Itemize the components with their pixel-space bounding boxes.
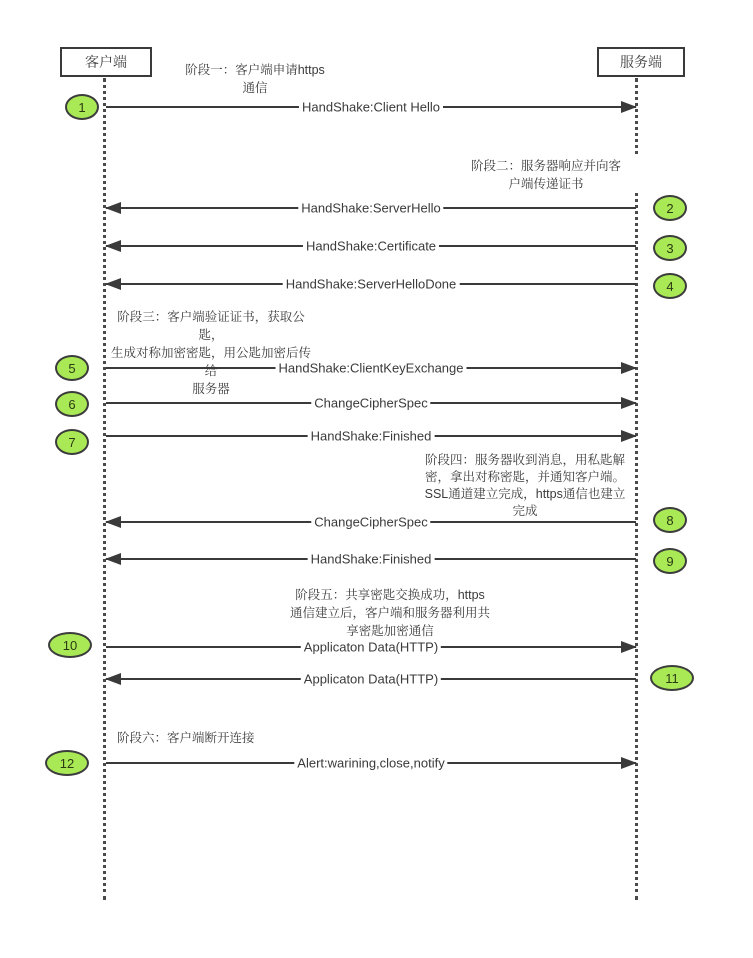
step-badge-4: 4 [653,273,687,299]
message-arrow-9 [106,548,636,570]
step-badge-10: 10 [48,632,92,658]
message-arrow-6 [106,392,636,414]
message-arrow-4 [106,273,636,295]
phase-6-line-1: 阶段六：客户端断开连接 [117,731,255,745]
arrowhead-right-icon [621,641,637,653]
message-label: HandShake:ServerHelloDone [283,277,460,292]
arrowhead-right-icon [621,101,637,113]
phase-2-line-1: 阶段二：服务器响应并向客 [470,159,621,173]
phase-2-annotation [451,157,641,193]
message-label: HandShake:Finished [308,429,435,444]
message-arrow-10 [106,636,636,658]
arrowhead-right-icon [621,430,637,442]
phase-2-line-2: 户端传递证书 [508,177,584,191]
message-arrow-5 [106,357,636,379]
phase-5-annotation [276,586,504,640]
message-arrow-3 [106,235,636,257]
step-badge-8: 8 [653,507,687,533]
phase-5-line-3: 享密匙加密通信 [346,624,434,638]
arrowhead-left-icon [105,278,121,290]
step-badge-6: 6 [55,391,89,417]
arrowhead-left-icon [105,202,121,214]
step-badge-7: 7 [55,429,89,455]
phase-4-line-2: 密，拿出对称密匙，并通知客户端。 [424,470,625,484]
step-badge-11: 11 [650,665,694,691]
message-label: HandShake:Finished [308,552,435,567]
message-label: Applicaton Data(HTTP) [301,672,441,687]
step-badge-12: 12 [45,750,89,776]
message-label: Alert:warining,close,notify [294,756,447,771]
step-badge-5: 5 [55,355,89,381]
arrowhead-left-icon [105,516,121,528]
arrowhead-left-icon [105,673,121,685]
phase-1-line-1: 阶段一：客户端申请https [185,63,325,77]
phase-6-annotation [117,729,337,747]
message-arrow-1 [106,96,636,118]
message-label: HandShake:Certificate [303,239,439,254]
phase-3-line-2: 生成对称加密密匙，用公匙加密后传给 [110,346,311,378]
actor-box-client [60,47,152,77]
phase-4-line-3: SSL通道建立完成，https通信也建立 [424,487,626,501]
step-badge-3: 3 [653,235,687,261]
message-arrow-8 [106,511,636,533]
message-arrow-11 [106,668,636,690]
phase-5-line-2: 通信建立后，客户端和服务器利用共 [289,606,490,620]
phase-3-line-3: 服务器 [192,382,230,396]
phase-5-line-1: 阶段五：共享密匙交换成功，https [295,588,485,602]
arrowhead-right-icon [621,397,637,409]
arrowhead-right-icon [621,757,637,769]
step-badge-1: 1 [65,94,99,120]
message-label: Applicaton Data(HTTP) [301,640,441,655]
message-arrow-7 [106,425,636,447]
phase-3-line-1: 阶段三：客户端验证证书，获取公匙， [117,310,305,342]
actor-box-server [597,47,685,77]
message-arrow-12 [106,752,636,774]
message-arrow-2 [106,197,636,219]
message-label: HandShake:Client Hello [299,100,443,115]
phase-4-line-1: 阶段四：服务器收到消息，用私匙解 [424,453,625,467]
arrowhead-right-icon [621,362,637,374]
actor-label-server: 服务端 [620,54,662,70]
phase-4-annotation [420,452,630,520]
step-badge-9: 9 [653,548,687,574]
phase-4-line-4: 完成 [512,504,538,518]
actor-label-client: 客户端 [85,54,127,70]
phase-1-annotation [160,61,350,97]
arrowhead-left-icon [105,240,121,252]
step-badge-2: 2 [653,195,687,221]
phase-3-annotation [110,308,312,398]
message-label: ChangeCipherSpec [311,515,430,530]
message-label: HandShake:ClientKeyExchange [275,361,466,376]
arrowhead-left-icon [105,553,121,565]
message-label: HandShake:ServerHello [298,201,443,216]
phase-1-line-2: 通信 [242,81,268,95]
message-label: ChangeCipherSpec [311,396,430,411]
